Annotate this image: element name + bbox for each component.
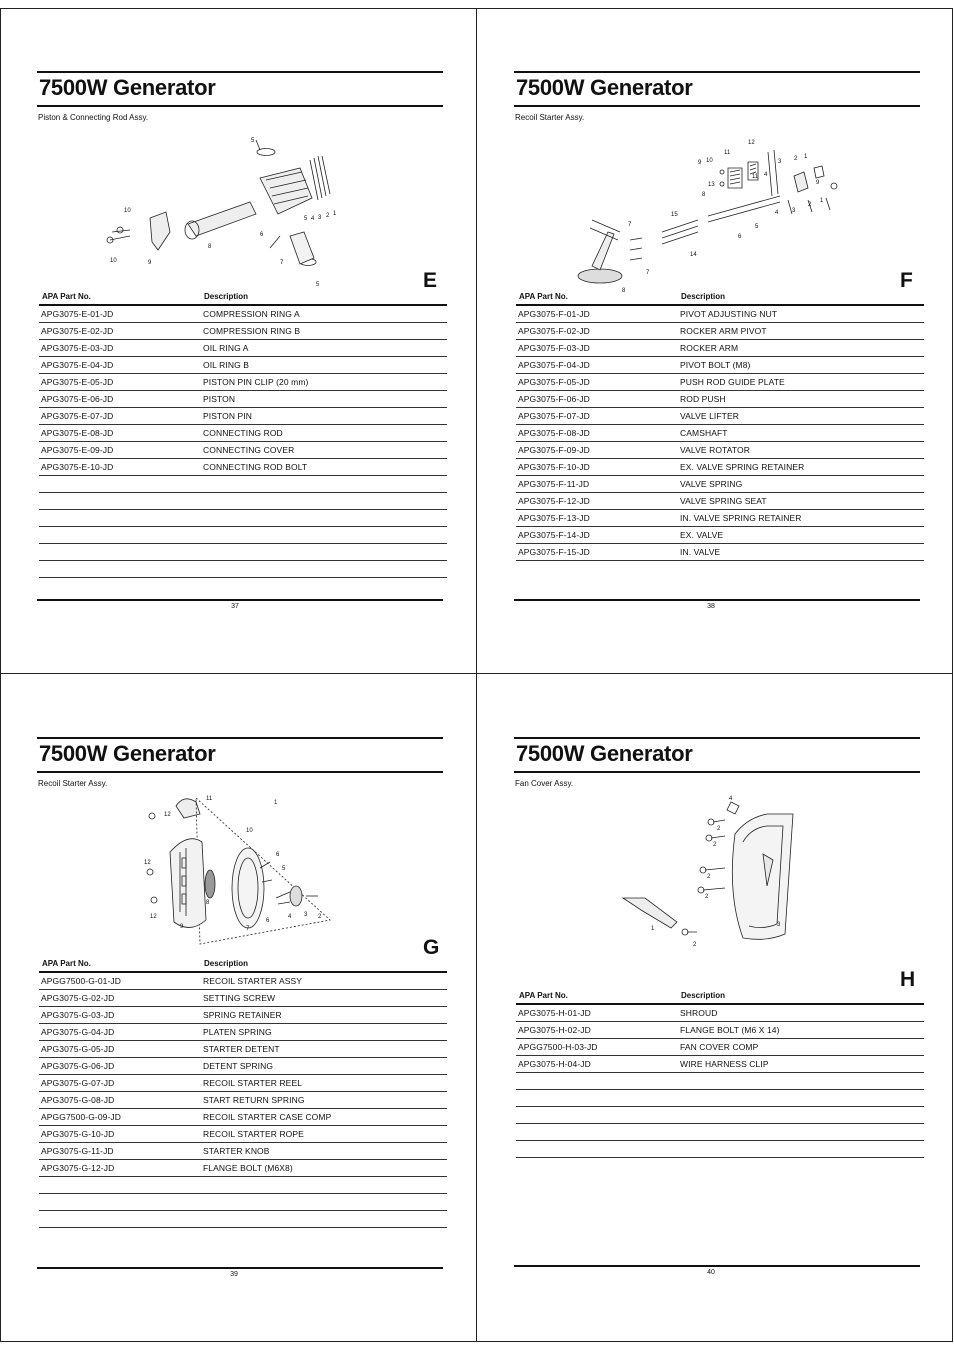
callout-label: 12: [144, 860, 151, 866]
table-row: [39, 1092, 447, 1109]
part-description: PIVOT BOLT (M8): [680, 360, 751, 370]
part-description: SETTING SCREW: [203, 993, 276, 1003]
title-bar: [37, 71, 443, 107]
part-number: APG3075-F-10-JD: [518, 462, 590, 472]
callout-label: 1: [274, 800, 278, 806]
part-number: APGG7500-G-01-JD: [41, 976, 122, 986]
table-row: [516, 459, 924, 476]
callout-label: 2: [693, 942, 697, 948]
header-description: Description: [681, 292, 726, 301]
table-row: [516, 544, 924, 561]
table-row: [39, 1041, 447, 1058]
callout-label: 8: [206, 900, 210, 906]
part-number: APG3075-G-10-JD: [41, 1129, 115, 1139]
section-letter: G: [423, 936, 440, 959]
part-number: APG3075-E-10-JD: [41, 462, 114, 472]
title-bar: [514, 737, 920, 773]
footer-rule: [37, 1267, 443, 1269]
callout-label: 3: [777, 922, 781, 928]
table-row: [39, 425, 447, 442]
page-number: 39: [230, 1271, 238, 1278]
part-number: APG3075-E-06-JD: [41, 394, 114, 404]
part-description: PLATEN SPRING: [203, 1027, 272, 1037]
section-letter: E: [423, 269, 438, 292]
part-number: APG3075-E-07-JD: [41, 411, 114, 421]
callout-label: 9: [698, 160, 702, 166]
part-number: APG3075-G-05-JD: [41, 1044, 115, 1054]
callout-label: 10: [706, 158, 713, 164]
part-number: APG3075-F-04-JD: [518, 360, 590, 370]
part-number: APG3075-E-08-JD: [41, 428, 114, 438]
table-row: [39, 544, 447, 561]
part-number: APGG7500-G-09-JD: [41, 1112, 122, 1122]
callout-label: 2: [717, 826, 721, 832]
callout-label: 10: [124, 208, 131, 214]
table-row: [39, 1007, 447, 1024]
table-row: [39, 1058, 447, 1075]
table-row: [516, 1073, 924, 1090]
part-description: RECOIL STARTER ROPE: [203, 1129, 304, 1139]
section-subtitle: Piston & Connecting Rod Assy.: [38, 113, 149, 122]
part-description: DETENT SPRING: [203, 1061, 274, 1071]
callout-label: 11: [724, 150, 731, 156]
table-row: [39, 510, 447, 527]
table-row: [516, 1056, 924, 1073]
header-description: Description: [681, 991, 726, 1000]
table-row: [39, 1075, 447, 1092]
part-number: APG3075-F-12-JD: [518, 496, 590, 506]
part-description: IN. VALVE SPRING RETAINER: [680, 513, 802, 523]
piston-connecting-rod-diagram: [100, 128, 340, 288]
callout-label: 7: [280, 260, 284, 266]
header-part-no: APA Part No.: [42, 959, 91, 968]
part-description: ROD PUSH: [680, 394, 726, 404]
header-part-no: APA Part No.: [519, 991, 568, 1000]
table-row: [516, 476, 924, 493]
table-row: [516, 1039, 924, 1056]
table-row: [516, 408, 924, 425]
part-number: APG3075-F-03-JD: [518, 343, 590, 353]
part-number: APG3075-E-04-JD: [41, 360, 114, 370]
callout-label: 4: [764, 172, 768, 178]
part-description: WIRE HARNESS CLIP: [680, 1059, 769, 1069]
table-row: [39, 374, 447, 391]
part-description: IN. VALVE: [680, 547, 721, 557]
part-number: APG3075-H-02-JD: [518, 1025, 591, 1035]
part-number: APG3075-F-11-JD: [518, 479, 590, 489]
section-subtitle: Fan Cover Assy.: [515, 779, 574, 788]
callout-label: 1: [804, 154, 808, 160]
part-description: OIL RING A: [203, 343, 249, 353]
page-38: [477, 8, 953, 674]
part-description: RECOIL STARTER REEL: [203, 1078, 303, 1088]
table-row: [516, 323, 924, 340]
callout-label: 2: [794, 156, 798, 162]
table-row: [516, 493, 924, 510]
table-row: [39, 1177, 447, 1194]
table-row: [39, 323, 447, 340]
table-row: [39, 1109, 447, 1126]
part-description: COMPRESSION RING B: [203, 326, 301, 336]
page-39: [0, 674, 476, 1340]
part-description: VALVE SPRING: [680, 479, 743, 489]
part-description: PISTON PIN CLIP (20 mm): [203, 377, 309, 387]
callout-label: 5: [755, 224, 759, 230]
callout-label: 8: [208, 244, 212, 250]
callout-label: 4: [311, 216, 315, 222]
parts-table: [516, 989, 924, 1158]
callout-label: 5: [251, 138, 255, 144]
footer-rule: [514, 1265, 920, 1267]
part-number: APG3075-G-07-JD: [41, 1078, 115, 1088]
table-row: [516, 1141, 924, 1158]
part-description: FAN COVER COMP: [680, 1042, 759, 1052]
table-row: [516, 391, 924, 408]
part-number: APG3075-E-02-JD: [41, 326, 114, 336]
table-row: [39, 1194, 447, 1211]
part-description: VALVE SPRING SEAT: [680, 496, 767, 506]
part-number: APG3075-G-06-JD: [41, 1061, 115, 1071]
callout-label: 11: [206, 796, 213, 802]
footer-rule: [514, 599, 920, 601]
page-40: [477, 674, 953, 1340]
table-row: [39, 357, 447, 374]
callout-label: 2: [713, 842, 717, 848]
callout-label: 2: [808, 202, 812, 208]
callout-label: 2: [318, 914, 322, 920]
title-bar: [514, 71, 920, 107]
fan-cover-diagram: [617, 794, 817, 954]
part-description: SHROUD: [680, 1008, 718, 1018]
callout-label: 8: [622, 288, 626, 294]
part-description: PIVOT ADJUSTING NUT: [680, 309, 778, 319]
part-number: APG3075-E-03-JD: [41, 343, 114, 353]
part-number: APG3075-F-07-JD: [518, 411, 590, 421]
callout-label: 10: [110, 258, 117, 264]
header-part-no: APA Part No.: [42, 292, 91, 301]
table-header: [516, 989, 924, 1005]
table-row: [516, 374, 924, 391]
callout-label: 9: [816, 180, 820, 186]
callout-label: 3: [318, 215, 322, 221]
section-letter: F: [900, 269, 913, 292]
valve-train-diagram: [572, 128, 852, 294]
part-number: APG3075-E-09-JD: [41, 445, 114, 455]
recoil-starter-diagram: [140, 792, 340, 952]
part-description: CONNECTING ROD: [203, 428, 283, 438]
table-header: [39, 290, 447, 306]
table-row: [39, 459, 447, 476]
part-number: APGG7500-H-03-JD: [518, 1042, 598, 1052]
table-row: [516, 510, 924, 527]
part-number: APG3075-H-01-JD: [518, 1008, 591, 1018]
part-description: FLANGE BOLT (M6X8): [203, 1163, 293, 1173]
footer-rule: [37, 599, 443, 601]
part-description: EX. VALVE: [680, 530, 724, 540]
parts-table: [516, 290, 924, 561]
table-row: [39, 442, 447, 459]
callout-label: 7: [628, 222, 632, 228]
table-row: [39, 527, 447, 544]
page-number: 38: [707, 603, 715, 610]
title-bar: [37, 737, 443, 773]
part-number: APG3075-F-09-JD: [518, 445, 590, 455]
part-description: ROCKER ARM: [680, 343, 739, 353]
table-row: [516, 442, 924, 459]
part-number: APG3075-G-02-JD: [41, 993, 115, 1003]
table-row: [39, 1211, 447, 1228]
callout-label: 6: [266, 918, 270, 924]
part-description: RECOIL STARTER CASE COMP: [203, 1112, 332, 1122]
callout-label: 3: [792, 208, 796, 214]
part-description: VALVE LIFTER: [680, 411, 739, 421]
callout-label: 9: [180, 924, 184, 930]
callout-label: 9: [148, 260, 152, 266]
table-row: [39, 561, 447, 578]
part-description: ROCKER ARM PIVOT: [680, 326, 767, 336]
part-description: VALVE ROTATOR: [680, 445, 750, 455]
callout-label: 5: [304, 216, 308, 222]
section-subtitle: Recoil Starter Assy.: [515, 113, 585, 122]
callout-label: 6: [276, 852, 280, 858]
table-row: [39, 1160, 447, 1177]
table-header: [39, 957, 447, 973]
table-row: [516, 306, 924, 323]
table-row: [39, 493, 447, 510]
callout-label: 1: [820, 198, 824, 204]
page-number: 37: [231, 603, 239, 610]
table-row: [516, 1090, 924, 1107]
table-row: [516, 1005, 924, 1022]
table-row: [516, 340, 924, 357]
page-title: 7500W Generator: [516, 741, 693, 766]
part-description: EX. VALVE SPRING RETAINER: [680, 462, 805, 472]
part-description: FLANGE BOLT (M6 X 14): [680, 1025, 780, 1035]
parts-table: [39, 290, 447, 578]
callout-label: 12: [164, 812, 171, 818]
part-number: APG3075-E-01-JD: [41, 309, 114, 319]
table-row: [516, 1022, 924, 1039]
header-part-no: APA Part No.: [519, 292, 568, 301]
callout-label: 12: [748, 140, 755, 146]
part-number: APG3075-G-12-JD: [41, 1163, 115, 1173]
callout-label: 14: [690, 252, 697, 258]
part-description: COMPRESSION RING A: [203, 309, 300, 319]
part-number: APG3075-F-13-JD: [518, 513, 590, 523]
part-number: APG3075-F-01-JD: [518, 309, 590, 319]
part-description: CAMSHAFT: [680, 428, 728, 438]
part-description: STARTER DETENT: [203, 1044, 280, 1054]
table-row: [39, 1126, 447, 1143]
header-description: Description: [204, 959, 249, 968]
callout-label: 5: [282, 866, 286, 872]
part-number: APG3075-G-08-JD: [41, 1095, 115, 1105]
part-number: APG3075-G-04-JD: [41, 1027, 115, 1037]
part-number: APG3075-F-05-JD: [518, 377, 590, 387]
table-row: [39, 476, 447, 493]
part-number: APG3075-E-05-JD: [41, 377, 114, 387]
part-description: PISTON: [203, 394, 236, 404]
callout-label: 11: [752, 174, 759, 180]
callout-label: 2: [705, 894, 709, 900]
part-number: APG3075-F-15-JD: [518, 547, 590, 557]
callout-label: 8: [702, 192, 706, 198]
callout-label: 7: [246, 926, 250, 932]
callout-label: 3: [304, 912, 308, 918]
part-description: PISTON PIN: [203, 411, 253, 421]
part-description: SPRING RETAINER: [203, 1010, 282, 1020]
callout-label: 1: [651, 926, 655, 932]
part-description: OIL RING B: [203, 360, 250, 370]
callout-label: 4: [729, 796, 733, 802]
part-number: APG3075-H-04-JD: [518, 1059, 591, 1069]
part-description: STARTER KNOB: [203, 1146, 270, 1156]
callout-label: 6: [260, 232, 264, 238]
table-row: [39, 973, 447, 990]
table-row: [516, 357, 924, 374]
callout-label: 1: [333, 211, 337, 217]
table-row: [516, 1107, 924, 1124]
part-number: APG3075-G-03-JD: [41, 1010, 115, 1020]
table-row: [39, 1143, 447, 1160]
callout-label: 3: [778, 159, 782, 165]
page-title: 7500W Generator: [39, 741, 216, 766]
table-row: [39, 1024, 447, 1041]
table-header: [516, 290, 924, 306]
page-number: 40: [707, 1269, 715, 1276]
callout-label: 15: [671, 212, 678, 218]
table-row: [39, 340, 447, 357]
parts-table: [39, 957, 447, 1228]
callout-label: 4: [288, 914, 292, 920]
page-title: 7500W Generator: [39, 75, 216, 100]
header-description: Description: [204, 292, 249, 301]
section-letter: H: [900, 968, 916, 991]
callout-label: 13: [708, 182, 715, 188]
table-row: [39, 391, 447, 408]
table-row: [39, 990, 447, 1007]
page-37: [0, 8, 476, 674]
part-description: RECOIL STARTER ASSY: [203, 976, 303, 986]
table-row: [39, 306, 447, 323]
table-row: [516, 425, 924, 442]
part-number: APG3075-F-06-JD: [518, 394, 590, 404]
table-row: [516, 527, 924, 544]
section-subtitle: Recoil Starter Assy.: [38, 779, 108, 788]
part-description: START RETURN SPRING: [203, 1095, 305, 1105]
callout-label: 4: [775, 210, 779, 216]
callout-label: 2: [707, 874, 711, 880]
table-row: [516, 1124, 924, 1141]
table-row: [39, 408, 447, 425]
callout-label: 12: [150, 914, 157, 920]
part-number: APG3075-F-08-JD: [518, 428, 590, 438]
part-number: APG3075-F-02-JD: [518, 326, 590, 336]
callout-label: 7: [646, 270, 650, 276]
callout-label: 5: [316, 282, 320, 288]
part-description: CONNECTING COVER: [203, 445, 295, 455]
callout-label: 6: [738, 234, 742, 240]
callout-label: 2: [326, 213, 330, 219]
page-title: 7500W Generator: [516, 75, 693, 100]
part-number: APG3075-G-11-JD: [41, 1146, 114, 1156]
part-description: CONNECTING ROD BOLT: [203, 462, 308, 472]
part-number: APG3075-F-14-JD: [518, 530, 590, 540]
callout-label: 10: [246, 828, 253, 834]
part-description: PUSH ROD GUIDE PLATE: [680, 377, 785, 387]
